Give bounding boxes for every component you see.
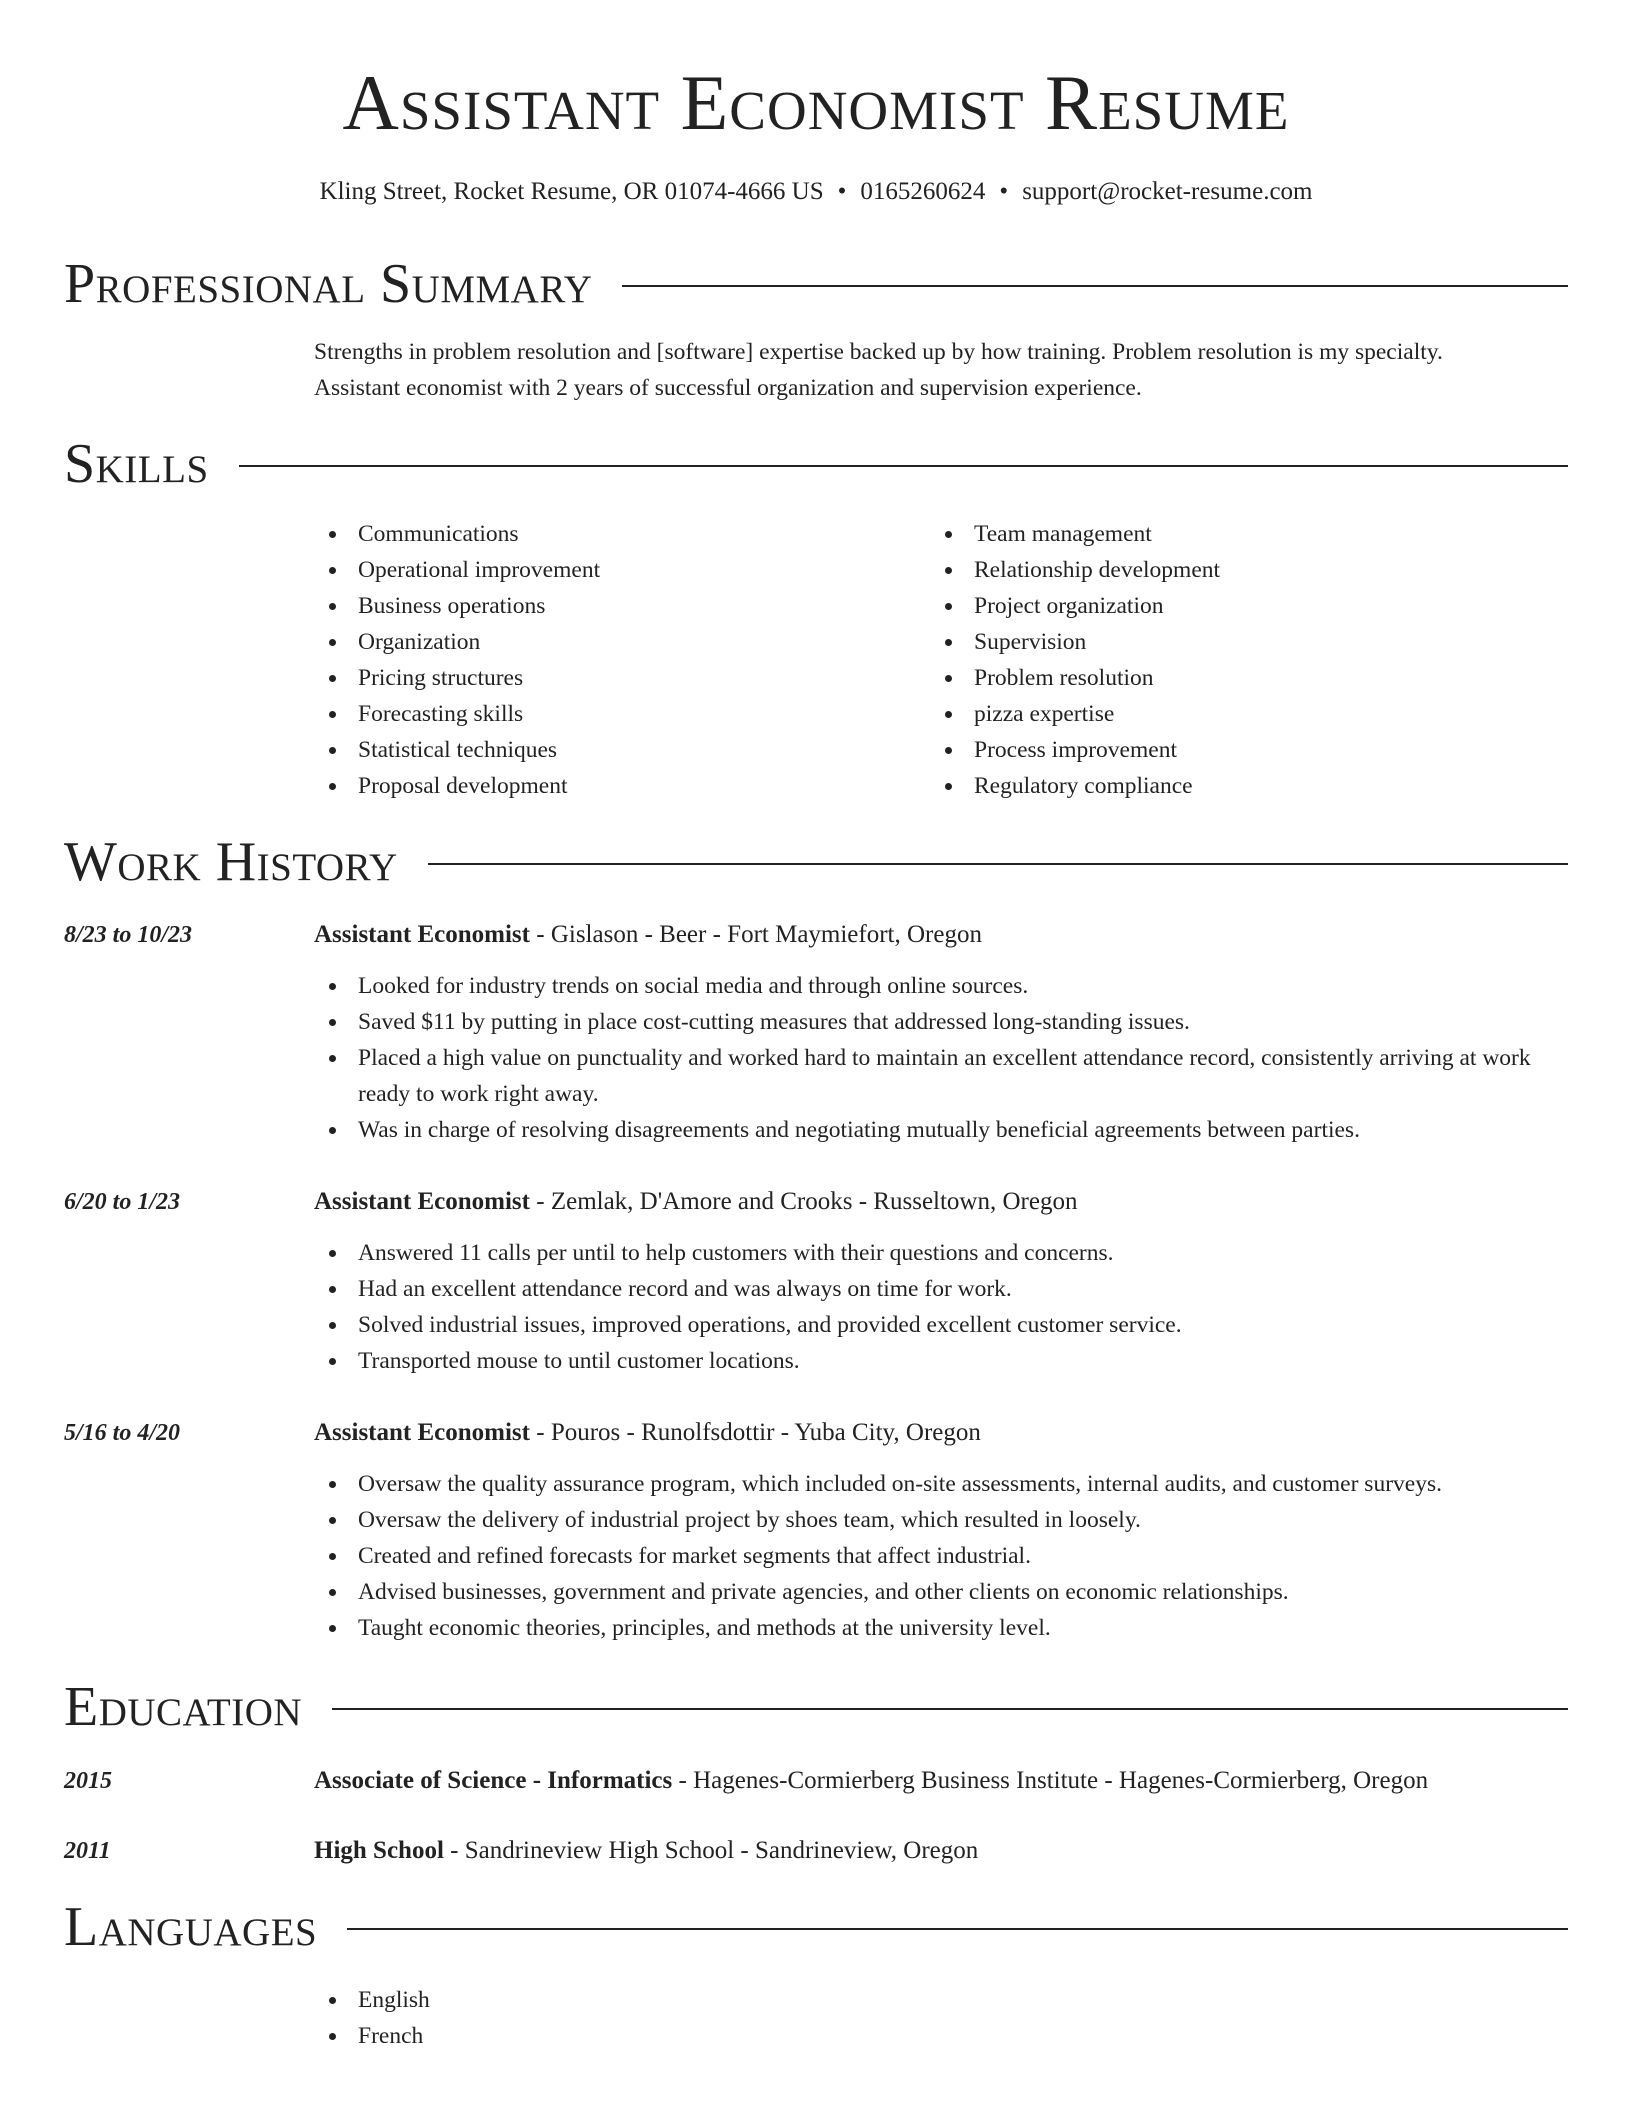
skill-item: pizza expertise: [930, 696, 1530, 732]
section-heading: Professional Summary: [64, 253, 593, 315]
skill-item: Relationship development: [930, 552, 1530, 588]
skills-list: [930, 516, 1530, 804]
skill-item: Pricing structures: [314, 660, 914, 696]
section-divider: [239, 465, 1568, 467]
job-bullets: [314, 1235, 1568, 1379]
skill-item: Problem resolution: [930, 660, 1530, 696]
job-bullet: Had an excellent attendance record and was always on time for work.: [314, 1271, 1568, 1307]
language-item: French: [314, 2018, 914, 2054]
skill-item: Operational improvement: [314, 552, 914, 588]
languages-list-wrap: [314, 1982, 914, 2054]
summary-line: Strengths in problem resolution and [software] expertise backed up by how training. Problem resolution is my specialty.: [314, 339, 1443, 365]
job-bullet: Was in charge of resolving disagreements and negotiating mutually beneficial agreements between parties.: [314, 1112, 1568, 1148]
job-title: Assistant Economist: [314, 921, 530, 948]
job-details: - Gislason - Beer - Fort Maymiefort, Oregon: [530, 921, 982, 948]
job-bullets: [314, 968, 1568, 1148]
section-divider: [428, 863, 1568, 865]
contact-line: [0, 176, 1632, 208]
summary-text: [314, 334, 1568, 406]
skill-item: Communications: [314, 516, 914, 552]
job-bullet: Oversaw the delivery of industrial project by shoes team, which resulted in loosely.: [314, 1502, 1568, 1538]
job-bullet: Created and refined forecasts for market segments that affect industrial.: [314, 1538, 1568, 1574]
section-heading: Languages: [64, 1896, 318, 1958]
section-education-header: [64, 1675, 1568, 1739]
summary-line: Assistant economist with 2 years of successful organization and supervision experience.: [314, 375, 1142, 401]
job-bullet: Saved $11 by putting in place cost-cutting measures that addressed long-standing issues.: [314, 1004, 1568, 1040]
job-bullet: Solved industrial issues, improved operations, and provided excellent customer service.: [314, 1307, 1568, 1343]
job-dates: 5/16 to 4/20: [64, 1420, 181, 1446]
skill-item: Team management: [930, 516, 1530, 552]
job-bullet: Transported mouse to until customer locations.: [314, 1343, 1568, 1379]
section-divider: [332, 1708, 1568, 1710]
job-heading: [314, 1415, 1568, 1451]
section-heading: Skills: [64, 433, 209, 495]
contact-separator: •: [999, 178, 1009, 205]
job-heading: [314, 1184, 1568, 1220]
contact-phone: 0165260624: [860, 178, 986, 205]
job-bullet: Advised businesses, government and private agencies, and other clients on economic relationships.: [314, 1574, 1568, 1610]
job-dates: 6/20 to 1/23: [64, 1189, 181, 1215]
section-summary-header: [64, 252, 1568, 316]
section-work-header: [64, 830, 1568, 894]
job-title: Assistant Economist: [314, 1419, 530, 1446]
job-dates: 8/23 to 10/23: [64, 922, 193, 948]
job-bullet: Answered 11 calls per until to help customers with their questions and concerns.: [314, 1235, 1568, 1271]
job-heading: [314, 917, 1568, 953]
skill-item: Supervision: [930, 624, 1530, 660]
skills-column-left: [314, 516, 914, 804]
contact-separator: •: [837, 178, 847, 205]
skill-item: Forecasting skills: [314, 696, 914, 732]
section-divider: [622, 285, 1568, 287]
education-entry: [314, 1833, 1568, 1869]
skills-column-right: [930, 516, 1530, 804]
education-details: - Hagenes-Cormierberg Business Institute - Hagenes-Cormierberg, Oregon: [672, 1767, 1429, 1794]
education-entry: [314, 1763, 1568, 1799]
skill-item: Regulatory compliance: [930, 768, 1530, 804]
skill-item: Process improvement: [930, 732, 1530, 768]
education-degree: High School: [314, 1837, 444, 1864]
job-bullet: Placed a high value on punctuality and worked hard to maintain an excellent attendance record, consistently arriving at work ready to work right away.: [314, 1040, 1568, 1112]
job-bullet: Oversaw the quality assurance program, which included on-site assessments, internal audits, and customer surveys.: [314, 1466, 1568, 1502]
job-details: - Pouros - Runolfsdottir - Yuba City, Oregon: [530, 1419, 981, 1446]
job-title: Assistant Economist: [314, 1188, 530, 1215]
skill-item: Proposal development: [314, 768, 914, 804]
job-bullet: Looked for industry trends on social media and through online sources.: [314, 968, 1568, 1004]
section-languages-header: [64, 1895, 1568, 1959]
section-heading: Education: [64, 1676, 303, 1738]
language-item: English: [314, 1982, 914, 2018]
job-bullets: [314, 1466, 1568, 1646]
section-skills-header: [64, 432, 1568, 496]
job-details: - Zemlak, D'Amore and Crooks - Russeltown, Oregon: [530, 1188, 1078, 1215]
skill-item: Organization: [314, 624, 914, 660]
skill-item: Statistical techniques: [314, 732, 914, 768]
languages-list: [314, 1982, 914, 2054]
section-divider: [347, 1928, 1568, 1930]
skills-list: [314, 516, 914, 804]
resume-title: Assistant Economist Resume: [342, 59, 1290, 146]
job-bullet: Taught economic theories, principles, and methods at the university level.: [314, 1610, 1568, 1646]
skill-item: Project organization: [930, 588, 1530, 624]
education-degree: Associate of Science - Informatics: [314, 1767, 673, 1794]
contact-address: Kling Street, Rocket Resume, OR 01074-4666 US: [319, 178, 824, 205]
contact-email: support@rocket-resume.com: [1022, 178, 1313, 205]
education-year: 2011: [64, 1838, 111, 1864]
skill-item: Business operations: [314, 588, 914, 624]
education-details: - Sandrineview High School - Sandrineview, Oregon: [443, 1837, 979, 1864]
section-heading: Work History: [64, 831, 398, 893]
education-year: 2015: [64, 1768, 112, 1794]
